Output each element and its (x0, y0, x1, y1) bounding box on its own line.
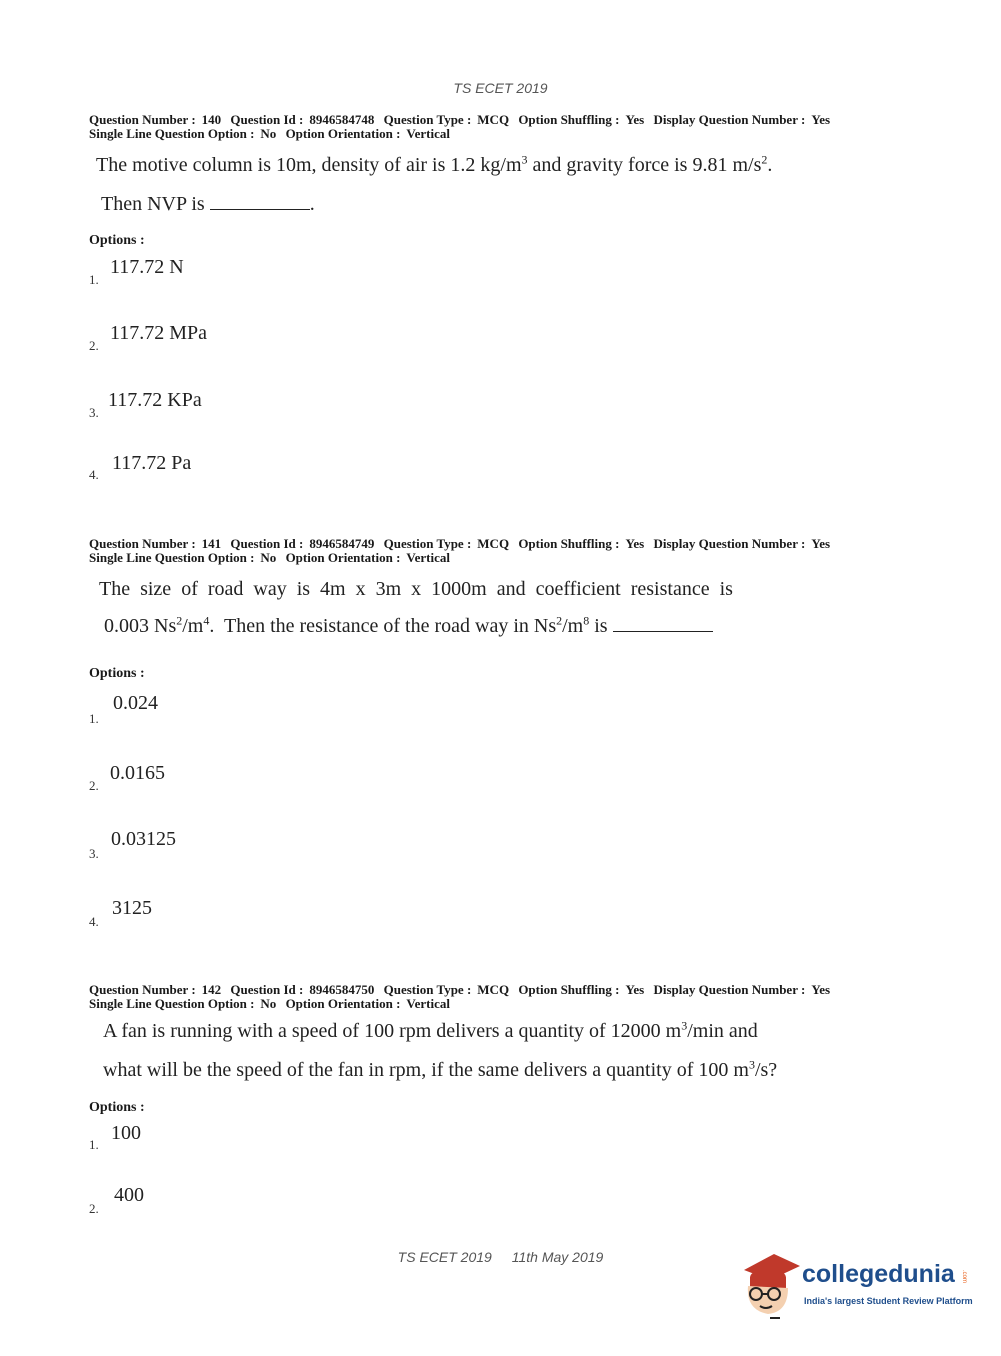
meta-label: Question Number : (89, 536, 196, 551)
option-text[interactable]: 0.024 (113, 692, 158, 714)
option-number: 2. (89, 1201, 99, 1216)
meta-label: Question Type : (383, 112, 472, 127)
option-text[interactable]: 400 (114, 1184, 144, 1206)
meta-label: Single Line Question Option : (89, 550, 255, 565)
option-text[interactable]: 117.72 Pa (112, 452, 192, 474)
question-text-141-line2: 0.003 $Ns^2/m^4$. Then the resistance of the road way in $Ns^2/m^8$ is (104, 615, 713, 638)
question-text-142-line2: what will be the speed of the fan in rpm, if the same delivers a quantity of 100 $m^3/s$? (103, 1057, 778, 1081)
meta-label: Question Id : (230, 536, 304, 551)
logo-dotcom: .com (961, 1270, 967, 1284)
collegedunia-logo (740, 1252, 973, 1322)
footer-exam: TS ECET 2019 (397, 1249, 492, 1265)
mascot-icon (740, 1252, 802, 1322)
meta-label: Option Shuffling : (518, 982, 620, 997)
answer-blank (613, 615, 713, 632)
answer-blank (210, 193, 310, 210)
footer-date: 11th May 2019 (511, 1249, 604, 1265)
meta-label: Option Orientation : (285, 996, 401, 1011)
option-text[interactable]: 100 (111, 1122, 141, 1144)
meta-label: Question Id : (230, 112, 304, 127)
meta-label: Option Shuffling : (518, 112, 620, 127)
meta-label: Question Number : (89, 112, 196, 127)
options-label: Options : (89, 233, 145, 248)
options-label: Options : (89, 666, 145, 681)
option-number: 4. (89, 467, 99, 482)
question-meta-142: Question Number : 142 Question Id : 8946584750 Question Type : MCQ Option Shuffling : Yes Display Question Number : Yes Single Line Question Option : No Option Orientation : Vertical (89, 982, 831, 1011)
question-text-140: The motive column is 10m, density of air is 1.2 $kg/m^3$ and gravity force is 9.81 $m/s^2$. (96, 152, 773, 176)
meta-label: Question Id : (230, 982, 304, 997)
option-text[interactable]: 0.0165 (110, 762, 165, 784)
option-number: 1. (89, 272, 99, 287)
question-meta-141: Question Number : 141 Question Id : 8946584749 Question Type : MCQ Option Shuffling : Yes Display Question Number : Yes Single Line Question Option : No Option Orientation : Vertical (89, 536, 831, 565)
option-number: 2. (89, 778, 99, 793)
meta-label: Option Orientation : (285, 550, 401, 565)
option-number: 4. (89, 914, 99, 929)
meta-label: Display Question Number : (653, 112, 806, 127)
options-label: Options : (89, 1100, 145, 1115)
option-text[interactable]: 117.72 KPa (108, 389, 202, 411)
question-text-141: The size of road way is 4m x 3m x 1000m and coefficient resistance is (99, 578, 733, 600)
option-text[interactable]: 117.72 MPa (110, 322, 208, 344)
option-text[interactable]: 117.72 N (110, 256, 184, 278)
meta-label: Display Question Number : (653, 536, 806, 551)
option-number: 1. (89, 1137, 99, 1152)
option-number: 3. (89, 405, 99, 420)
meta-label: Single Line Question Option : (89, 126, 255, 141)
meta-label: Option Shuffling : (518, 536, 620, 551)
meta-label: Single Line Question Option : (89, 996, 255, 1011)
meta-label: Question Number : (89, 982, 196, 997)
option-text[interactable]: 0.03125 (111, 828, 176, 850)
option-number: 2. (89, 338, 99, 353)
meta-label: Display Question Number : (653, 982, 806, 997)
logo-tagline: India's largest Student Review Platform (804, 1296, 973, 1306)
meta-label: Question Type : (383, 982, 472, 997)
meta-label: Question Type : (383, 536, 472, 551)
page-header: TS ECET 2019 (453, 80, 548, 96)
option-number: 1. (89, 711, 99, 726)
question-meta-140: Question Number : 140 Question Id : 8946584748 Question Type : MCQ Option Shuffling : Yes Display Question Number : Yes Single Line Question Option : No Option Orientation : Vertical (89, 112, 831, 141)
logo-name: collegedunia (802, 1260, 955, 1288)
meta-label: Option Orientation : (285, 126, 401, 141)
option-text[interactable]: 3125 (112, 897, 152, 919)
option-number: 3. (89, 846, 99, 861)
question-text-140-line2: Then NVP is . (101, 193, 315, 215)
question-text-142: A fan is running with a speed of 100 rpm delivers a quantity of 12000 $m^3/\min$ and (103, 1018, 758, 1042)
